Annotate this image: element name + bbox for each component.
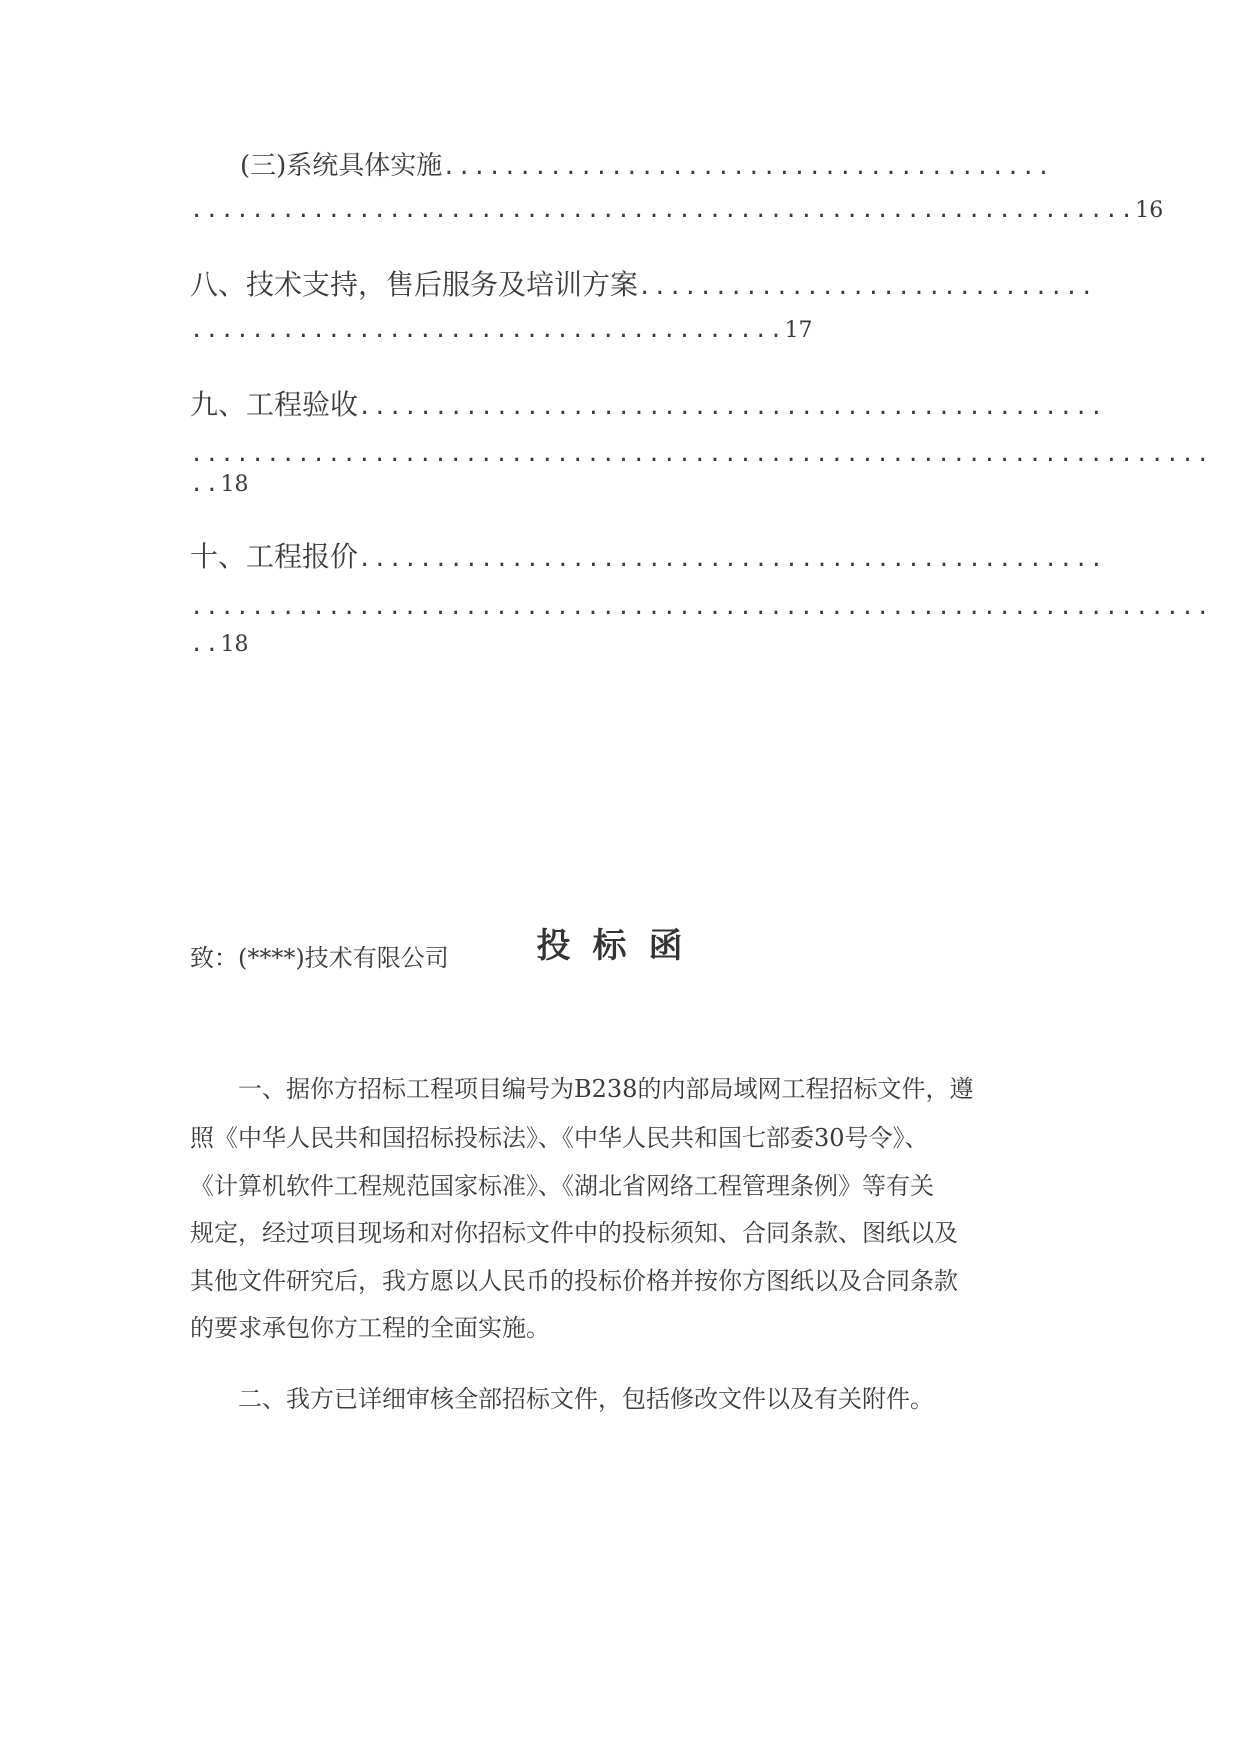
letter-addressee: 致：(****)技术有限公司 <box>190 944 449 972</box>
toc-entry-continuation <box>190 320 910 342</box>
toc-page-number: 18 <box>220 632 249 657</box>
toc-leader-dots: .. <box>190 472 221 497</box>
paragraph-1-line-4: 规定，经过项目现场和对你招标文件中的投标须知、合同条款、图纸以及 <box>190 1219 958 1247</box>
toc-leader-dots: ................................................................... <box>190 595 1212 620</box>
toc-entry-acceptance <box>190 388 1106 421</box>
paragraph-2: 二、我方已详细审核全部招标文件，包括修改文件以及有关附件。 <box>238 1385 934 1413</box>
toc-leader-dots: ................................................. <box>358 547 1106 572</box>
toc-entry-title: 十、工程报价 <box>190 540 359 573</box>
toc-entry-system-implementation <box>240 151 1053 181</box>
toc-entry-title: (三)系统具体实施 <box>240 151 443 181</box>
toc-leader-dots: .............................. <box>638 275 1096 300</box>
toc-entry-title: 八、技术支持，售后服务及培训方案 <box>190 268 639 301</box>
toc-leader-dots: ....................................... <box>190 318 785 343</box>
letter-title: 投标函 <box>536 926 705 966</box>
toc-leader-dots: ................................................................... <box>190 442 1212 467</box>
toc-entry-continuation <box>190 442 1212 467</box>
toc-entry-continuation <box>190 595 1212 620</box>
toc-leader-dots: ................................................. <box>358 395 1106 420</box>
toc-entry-quotation <box>190 540 1106 573</box>
paragraph-1-line-2: 照《中华人民共和国招标投标法》、《中华人民共和国七部委30号令》、 <box>190 1124 929 1152</box>
toc-entry-continuation <box>190 198 1164 223</box>
toc-leader-dots: .. <box>190 632 221 657</box>
toc-page-number: 17 <box>784 318 813 343</box>
toc-entry-title: 九、工程验收 <box>190 388 359 421</box>
toc-entry-tech-support <box>190 268 1096 301</box>
toc-page-number: 16 <box>1135 198 1164 223</box>
toc-entry-continuation <box>190 474 390 496</box>
toc-entry-continuation <box>190 634 390 656</box>
paragraph-1-line-1: 一、据你方招标工程项目编号为B238的内部局域网工程招标文件，遵 <box>238 1075 974 1103</box>
toc-leader-dots: .............................................................. <box>190 198 1136 223</box>
toc-leader-dots: ........................................ <box>442 155 1053 180</box>
paragraph-1-line-3: 《计算机软件工程规范国家标准》、《湖北省网络工程管理条例》等有关 <box>190 1172 934 1200</box>
toc-page-number: 18 <box>220 472 249 497</box>
paragraph-1-line-5: 其他文件研究后，我方愿以人民币的投标价格并按你方图纸以及合同条款 <box>190 1267 958 1295</box>
paragraph-1-line-6: 的要求承包你方工程的全面实施。 <box>190 1314 550 1342</box>
